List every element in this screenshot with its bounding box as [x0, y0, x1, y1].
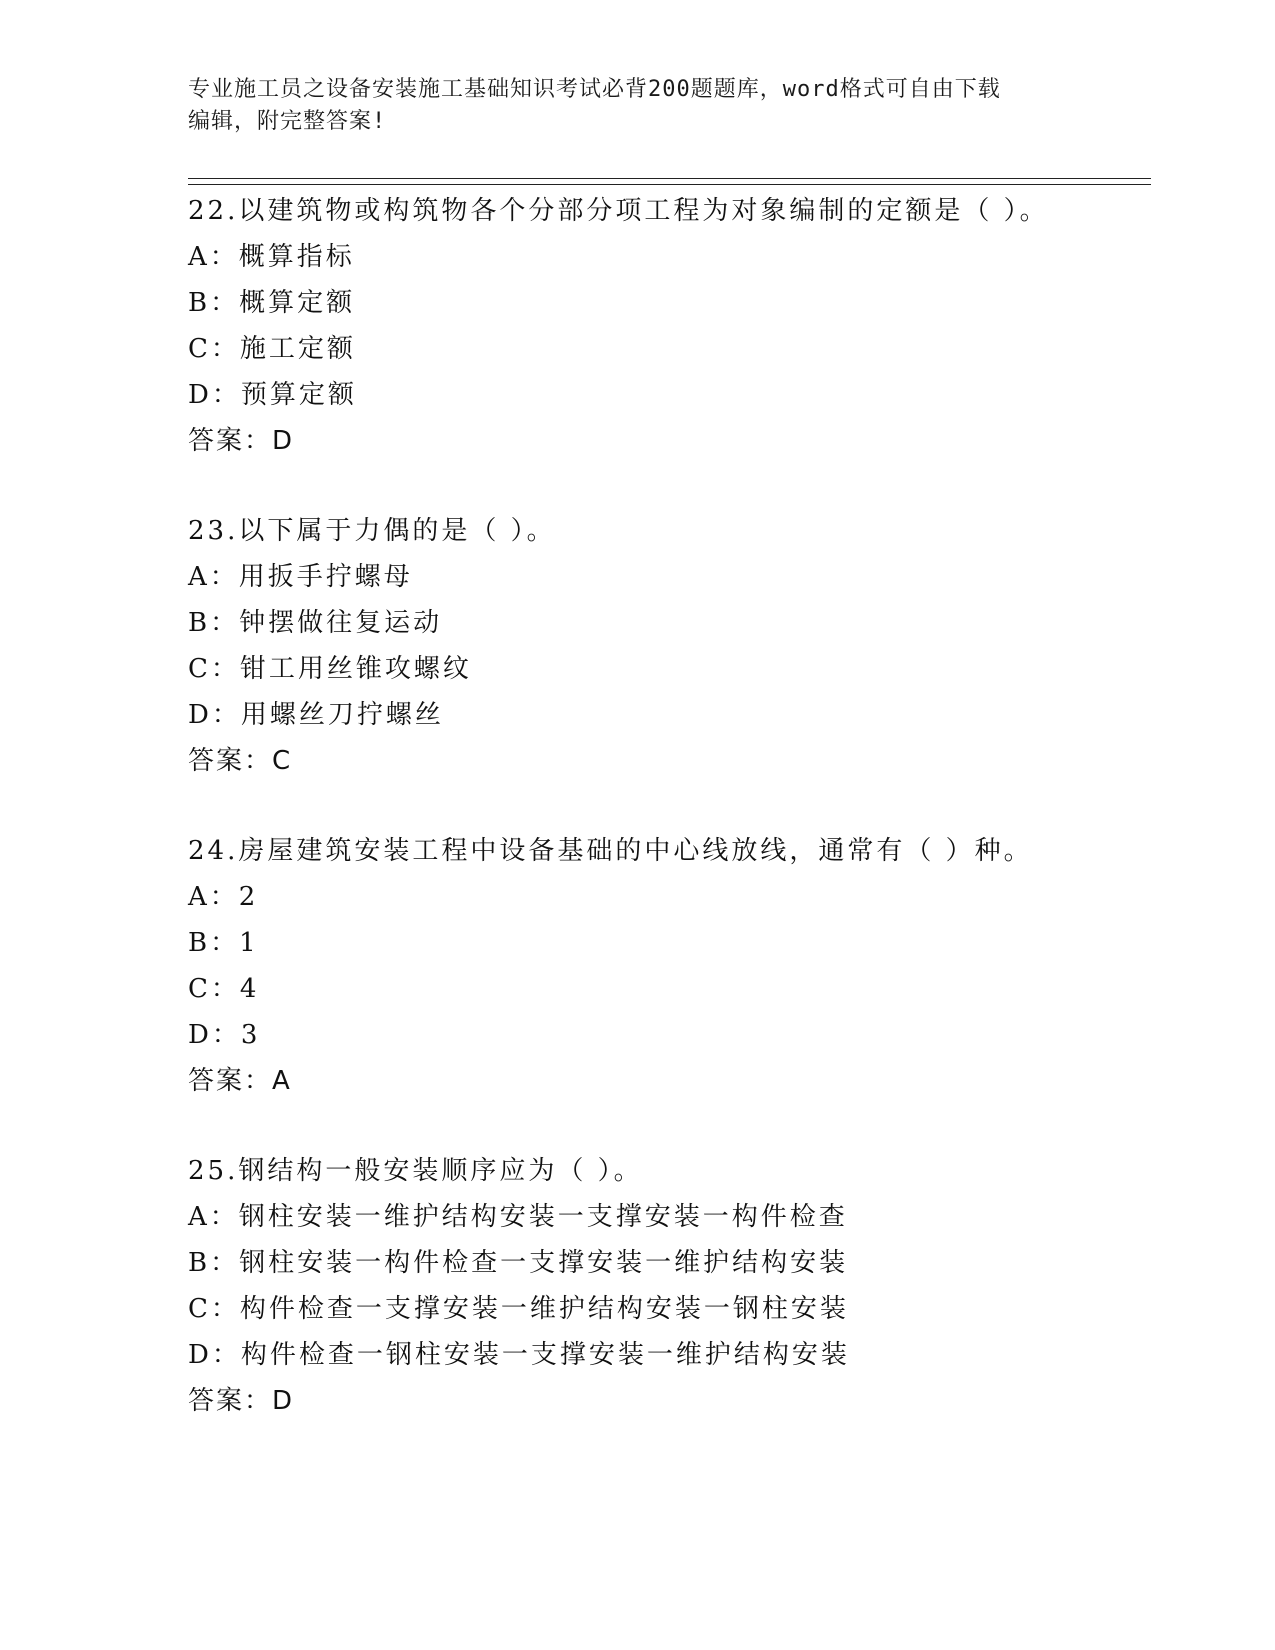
- question-stem: 24.房屋建筑安装工程中设备基础的中心线放线，通常有（ ）种。: [188, 836, 1033, 866]
- header-title-line-1: 专业施工员之设备安装施工基础知识考试必背200题题库，word格式可自由下载: [188, 77, 1001, 102]
- answer-line: 答案：A: [188, 1066, 292, 1096]
- document-header: [188, 74, 1088, 138]
- option-a: A：2: [188, 882, 259, 912]
- answer-line: 答案：C: [188, 746, 293, 776]
- option-d: D：构件检查一钢柱安装一支撑安装一维护结构安装: [188, 1340, 850, 1370]
- question-stem: 23.以下属于力偶的是（ ）。: [188, 516, 556, 546]
- option-b: B：钢柱安装一构件检查一支撑安装一维护结构安装: [188, 1248, 849, 1278]
- option-a: A：概算指标: [188, 242, 355, 272]
- question-block-24: [188, 828, 1148, 1104]
- answer-line: 答案：D: [188, 426, 295, 456]
- header-title-line-2: 编辑，附完整答案!: [188, 109, 387, 134]
- option-a: A：钢柱安装一维护结构安装一支撑安装一构件检查: [188, 1202, 848, 1232]
- option-c: C：钳工用丝锥攻螺纹: [188, 654, 472, 684]
- option-a: A：用扳手拧螺母: [188, 562, 413, 592]
- option-d: D：3: [188, 1020, 261, 1050]
- option-c: C：施工定额: [188, 334, 356, 364]
- option-d: D：用螺丝刀拧螺丝: [188, 700, 444, 730]
- option-c: C：4: [188, 974, 260, 1004]
- option-b: B：1: [188, 928, 259, 958]
- answer-line: 答案：D: [188, 1386, 295, 1416]
- question-block-23: [188, 508, 1148, 784]
- question-block-25: [188, 1148, 1148, 1424]
- option-b: B：概算定额: [188, 288, 356, 318]
- question-stem: 25.钢结构一般安装顺序应为（ ）。: [188, 1156, 643, 1186]
- question-block-22: [188, 188, 1148, 464]
- question-stem: 22.以建筑物或构筑物各个分部分项工程为对象编制的定额是（ ）。: [188, 196, 1049, 226]
- option-b: B：钟摆做往复运动: [188, 608, 443, 638]
- header-divider-top: [188, 178, 1151, 179]
- option-c: C：构件检查一支撑安装一维护结构安装一钢柱安装: [188, 1294, 849, 1324]
- option-d: D：预算定额: [188, 380, 357, 410]
- header-divider-bottom: [188, 184, 1151, 185]
